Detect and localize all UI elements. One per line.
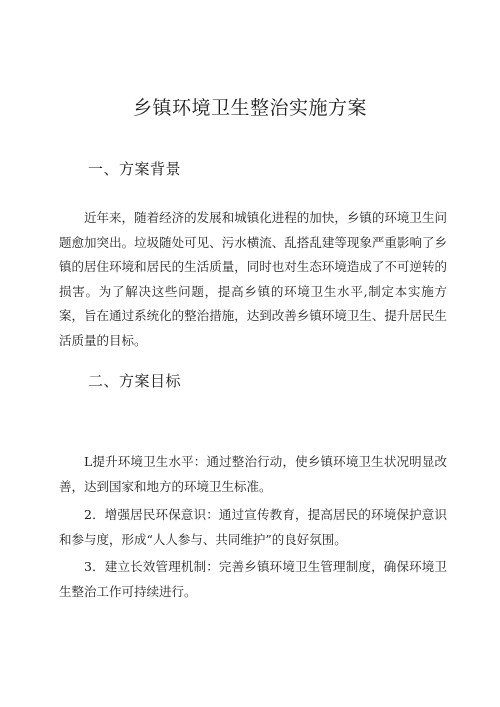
goal-item-2: 2．增强居民环保意识：通过宣传教育，提高居民的环境保护意识和参与度，形成“人人参与、共同维护”的良好氛围。 xyxy=(59,507,447,547)
section-heading-background: 一、方案背景 xyxy=(88,160,182,178)
goal-item-1: L提升环境卫生水平：通过整治行动，使乡镇环境卫生状况明显改善，达到国家和地方的环境卫生标准。 xyxy=(59,454,447,494)
background-paragraph: 近年来，随着经济的发展和城镇化进程的加快，乡镇的环境卫生问题愈加突出。垃圾随处可见、污水横流、乱搭乱建等现象严重影响了乡镇的居住环境和居民的生活质量，同时也对生态环境造成了不可逆转的损害。为了解决这些问题，提高乡镇的环境卫生水平,制定本实施方案，旨在通过系统化的整治措施，达到改善乡镇环境卫生、提升居民生活质量的目标。 xyxy=(59,210,447,348)
goal-item-3: 3．建立长效管理机制：完善乡镇环境卫生管理制度，确保环境卫生整治工作可持续进行。 xyxy=(59,559,447,599)
section-heading-goals: 二、方案目标 xyxy=(88,372,182,390)
document-title: 乡镇环境卫生整治实施方案 xyxy=(132,97,367,119)
